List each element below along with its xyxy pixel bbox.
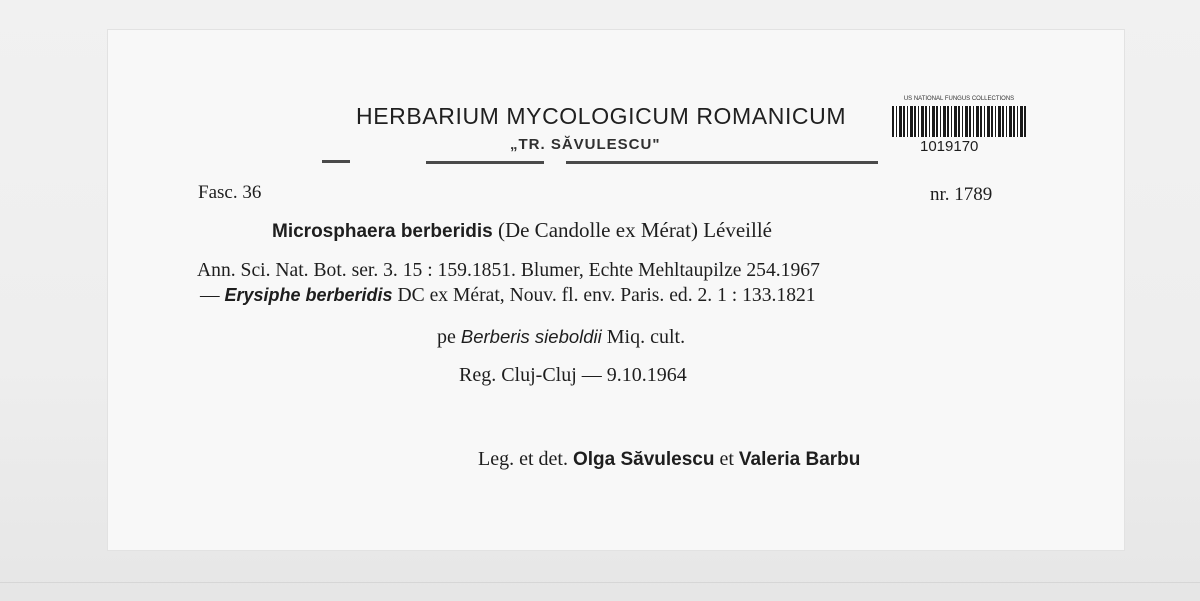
fascicle: Fasc. 36 (198, 182, 262, 203)
reference-line-1: Ann. Sci. Nat. Bot. ser. 3. 15 : 159.1851. Blumer, Echte Mehltaupilze 254.1967 (197, 260, 820, 281)
collectors-joiner: et (714, 448, 739, 470)
barcode (886, 96, 1032, 158)
barcode-caption: US NATIONAL FUNGUS COLLECTIONS (903, 96, 1015, 102)
header-rule-right (566, 161, 878, 164)
species-name: Microsphaera berberidis (272, 221, 493, 242)
collector-1: Olga Săvulescu (572, 449, 715, 470)
host-name: Berberis sieboldii (460, 326, 602, 347)
header-rule-middle (426, 161, 544, 164)
synonym-name: Erysiphe berberidis (224, 285, 393, 305)
header-rule-left (322, 160, 350, 163)
species-line (272, 218, 772, 243)
species-authority: (De Candolle ex Mérat) Léveillé (497, 218, 772, 242)
reference-line-2 (200, 285, 816, 307)
barcode-bars (892, 106, 1026, 137)
reference-dash: — (200, 285, 225, 306)
collectors-line (478, 448, 860, 471)
collector-2: Valeria Barbu (738, 449, 861, 470)
collectors-prefix: Leg. et det. (478, 448, 573, 470)
host-suffix: Miq. cult. (601, 326, 686, 348)
herbarium-title: HERBARIUM MYCOLOGICUM ROMANICUM (356, 103, 847, 129)
barcode-number: 1019170 (920, 138, 979, 155)
envelope-fold (0, 582, 1200, 583)
locality-date: Reg. Cluj-Cluj — 9.10.1964 (459, 364, 687, 386)
host-prefix: pe (437, 326, 461, 348)
synonym-citation: DC ex Mérat, Nouv. fl. env. Paris. ed. 2. 1 : 133.1821 (392, 285, 816, 306)
host-line (437, 326, 685, 349)
herbarium-subtitle: „TR. SĂVULESCU" (510, 136, 661, 153)
specimen-number: nr. 1789 (930, 184, 993, 205)
